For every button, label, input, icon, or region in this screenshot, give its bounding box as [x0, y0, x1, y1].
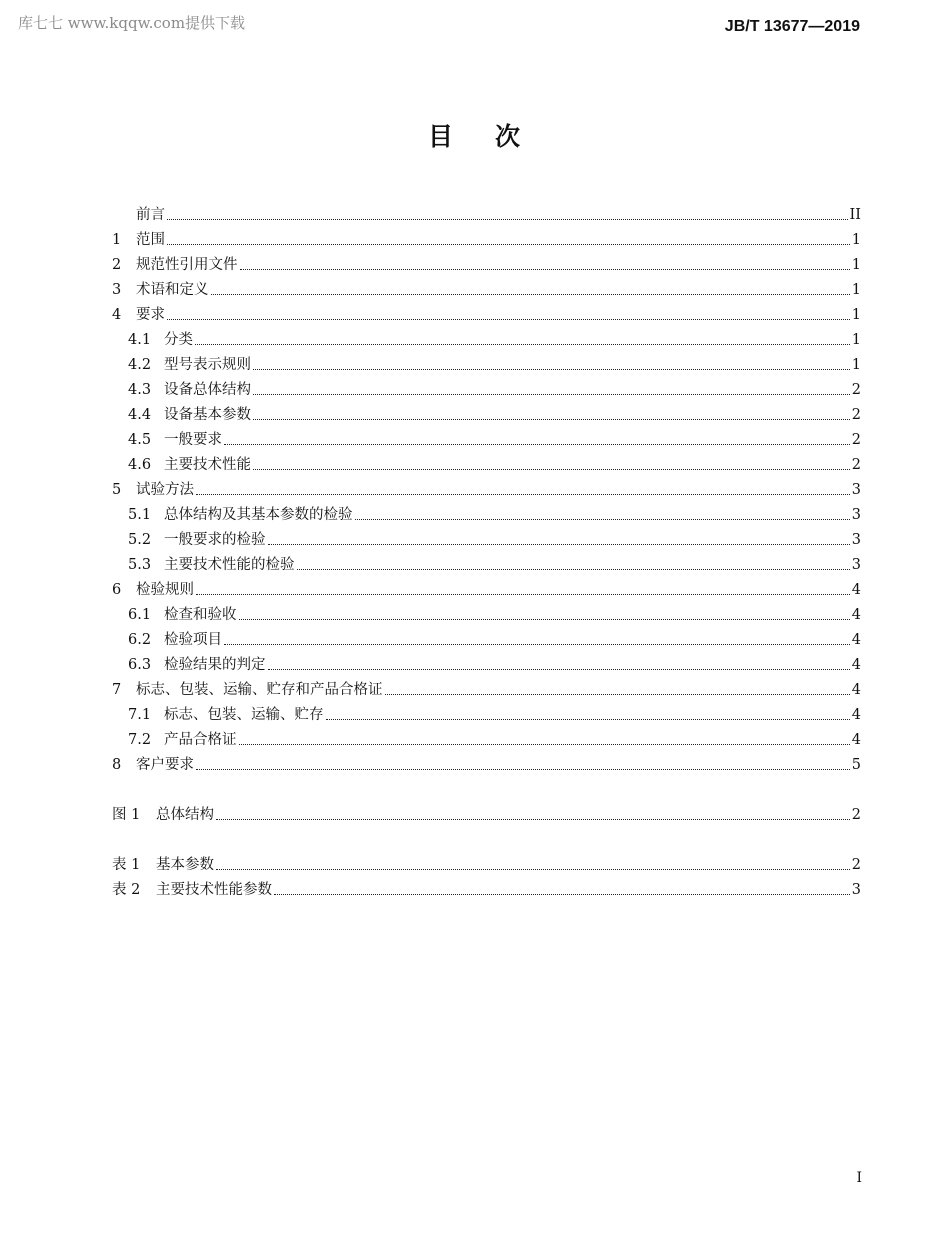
toc-figure-entry[interactable]	[112, 799, 861, 824]
toc-subentry[interactable]	[128, 424, 861, 449]
toc-entry-page: 1	[851, 307, 861, 323]
toc-entry-page: 4	[851, 732, 861, 748]
leader-dots	[196, 769, 850, 770]
leader-dots	[167, 244, 850, 245]
toc-entry-number: 5.1	[128, 507, 152, 523]
leader-dots	[216, 819, 850, 820]
leader-dots	[167, 319, 850, 320]
toc-entry-page: 1	[851, 257, 861, 273]
toc-entry-label: 设备基本参数	[164, 407, 251, 423]
toc-subentry[interactable]	[128, 624, 861, 649]
toc-entry-page: 1	[851, 232, 861, 248]
toc-entry-page: 2	[851, 457, 861, 473]
toc-entry-page: 2	[851, 432, 861, 448]
toc-entry-number: 5	[112, 482, 122, 498]
toc-entry-page: 3	[851, 557, 861, 573]
toc-entry-number: 表 2	[112, 882, 141, 898]
toc-entry-number: 7.2	[128, 732, 152, 748]
title-char-1: 目	[427, 122, 455, 151]
toc-entry-page: 2	[851, 807, 861, 823]
leader-dots	[253, 419, 850, 420]
leader-dots	[385, 694, 850, 695]
toc-entry-number: 4.1	[128, 332, 152, 348]
toc-entry-label: 总体结构及其基本参数的检验	[164, 507, 353, 523]
toc-entry-label: 检验项目	[164, 632, 222, 648]
toc-subentry[interactable]	[128, 399, 861, 424]
toc-subentry[interactable]	[128, 549, 861, 574]
leader-dots	[355, 519, 850, 520]
toc-entry-label: 一般要求的检验	[164, 532, 266, 548]
leader-dots	[240, 269, 850, 270]
toc-entry-page: 4	[851, 682, 861, 698]
toc-subentry[interactable]	[128, 499, 861, 524]
toc-entry-number: 图 1	[112, 807, 141, 823]
toc-entry-number: 表 1	[112, 857, 141, 873]
toc-entry-label: 主要技术性能参数	[156, 882, 272, 898]
toc-subentry[interactable]	[128, 374, 861, 399]
toc-entry-page: 2	[851, 857, 861, 873]
toc-entry-label: 检查和验收	[164, 607, 237, 623]
toc-entry-number: 6.1	[128, 607, 152, 623]
toc-subentry[interactable]	[128, 724, 861, 749]
toc-entry-page: 4	[851, 582, 861, 598]
leader-dots	[167, 219, 848, 220]
toc-entry-label: 前言	[136, 207, 165, 223]
leader-dots	[224, 444, 850, 445]
toc-entry[interactable]	[112, 199, 861, 224]
toc-entry-number: 4.3	[128, 382, 152, 398]
leader-dots	[239, 744, 850, 745]
toc-entry-label: 规范性引用文件	[136, 257, 238, 273]
leader-dots	[274, 894, 850, 895]
toc-subentry[interactable]	[128, 449, 861, 474]
toc-entry-label: 一般要求	[164, 432, 222, 448]
toc-entry[interactable]	[112, 299, 861, 324]
toc-entry-number: 1	[112, 232, 122, 248]
toc-entry-page: II	[849, 207, 861, 223]
page-number: I	[856, 1170, 862, 1186]
toc-entry-label: 标志、包装、运输、贮存	[164, 707, 324, 723]
leader-dots	[239, 619, 850, 620]
toc-entry-label: 主要技术性能的检验	[164, 557, 295, 573]
toc-subentry[interactable]	[128, 324, 861, 349]
toc-entry-label: 基本参数	[156, 857, 214, 873]
toc-entry-label: 客户要求	[136, 757, 194, 773]
leader-dots	[253, 369, 850, 370]
toc-entry[interactable]	[112, 249, 861, 274]
toc-entry[interactable]	[112, 274, 861, 299]
toc-subentry[interactable]	[128, 349, 861, 374]
toc-subentry[interactable]	[128, 524, 861, 549]
toc-entry-label: 标志、包装、运输、贮存和产品合格证	[136, 682, 383, 698]
toc-entry-label: 范围	[136, 232, 165, 248]
toc-subentry[interactable]	[128, 699, 861, 724]
toc-entry-page: 4	[851, 607, 861, 623]
toc-entry-label: 分类	[164, 332, 193, 348]
toc-entry-number: 2	[112, 257, 122, 273]
toc-entry-page: 1	[851, 332, 861, 348]
toc-entry-number: 6.2	[128, 632, 152, 648]
toc-subentry[interactable]	[128, 599, 861, 624]
toc-entry-page: 3	[851, 507, 861, 523]
leader-dots	[196, 494, 850, 495]
leader-dots	[268, 669, 850, 670]
leader-dots	[253, 469, 850, 470]
toc-entry-label: 要求	[136, 307, 165, 323]
toc-entry[interactable]	[112, 574, 861, 599]
toc-subentry[interactable]	[128, 649, 861, 674]
leader-dots	[224, 644, 850, 645]
toc-entry-page: 2	[851, 407, 861, 423]
leader-dots	[216, 869, 850, 870]
toc-entry-number: 7.1	[128, 707, 152, 723]
toc-entry-number: 5.3	[128, 557, 152, 573]
toc-entry-page: 4	[851, 707, 861, 723]
toc-entry-number: 4.4	[128, 407, 152, 423]
toc-entry[interactable]	[112, 674, 861, 699]
toc-entry-label: 总体结构	[156, 807, 214, 823]
leader-dots	[211, 294, 850, 295]
toc-entry-page: 4	[851, 632, 861, 648]
leader-dots	[253, 394, 850, 395]
toc-entry-number: 4.2	[128, 357, 152, 373]
toc-entry-label: 产品合格证	[164, 732, 237, 748]
toc-entry-number: 4	[112, 307, 122, 323]
toc-entry-label: 试验方法	[136, 482, 194, 498]
toc-entry-number: 4.6	[128, 457, 152, 473]
toc-entry-page: 4	[851, 657, 861, 673]
toc-entry-page: 3	[851, 882, 861, 898]
toc-entry-page: 3	[851, 482, 861, 498]
toc-entry-label: 主要技术性能	[164, 457, 251, 473]
toc-entry-number: 3	[112, 282, 122, 298]
toc-entry-number: 7	[112, 682, 122, 698]
toc-entry-page: 5	[851, 757, 861, 773]
toc-entry-page: 2	[851, 382, 861, 398]
leader-dots	[196, 594, 850, 595]
standard-number: JB/T 13677—2019	[724, 18, 860, 35]
title-char-2: 次	[495, 122, 523, 151]
toc-entry[interactable]	[112, 224, 861, 249]
toc-entry-page: 3	[851, 532, 861, 548]
toc-entry-page: 1	[851, 357, 861, 373]
toc-entry-number: 4.5	[128, 432, 152, 448]
toc-entry-number: 8	[112, 757, 122, 773]
toc-entry-page: 1	[851, 282, 861, 298]
leader-dots	[195, 344, 850, 345]
leader-dots	[297, 569, 850, 570]
toc-table-entry[interactable]	[112, 849, 861, 874]
toc-entry-label: 检验结果的判定	[164, 657, 266, 673]
watermark-text: 库七七 www.kqqw.com提供下载	[18, 14, 246, 32]
leader-dots	[326, 719, 850, 720]
toc-entry-label: 设备总体结构	[164, 382, 251, 398]
toc-entry-number: 6.3	[128, 657, 152, 673]
toc-entry-label: 型号表示规则	[164, 357, 251, 373]
toc-entry-label: 术语和定义	[136, 282, 209, 298]
page-title	[0, 117, 950, 153]
toc-entry[interactable]	[112, 749, 861, 774]
toc-entry-label: 检验规则	[136, 582, 194, 598]
leader-dots	[268, 544, 850, 545]
toc-entry[interactable]	[112, 474, 861, 499]
toc-table-entry[interactable]	[112, 874, 861, 899]
toc-entry-number: 6	[112, 582, 122, 598]
toc-entry-number: 5.2	[128, 532, 152, 548]
